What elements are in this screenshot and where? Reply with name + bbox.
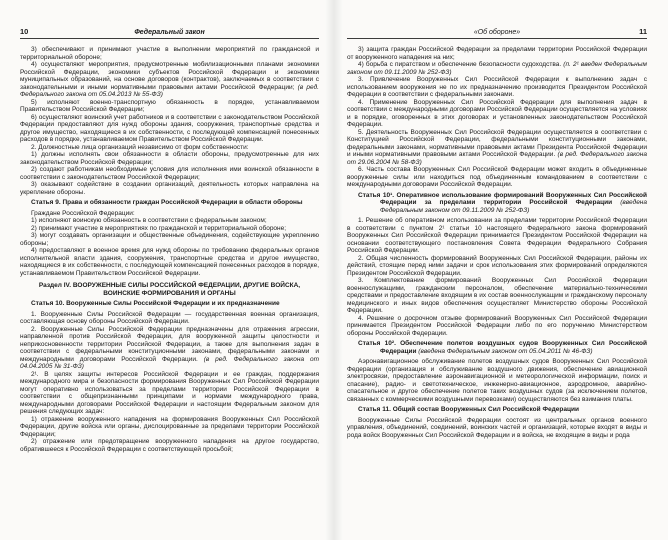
amendment-note: (введена Федеральным законом от 09.11.2009 № 252-ФЗ) <box>380 199 647 214</box>
paragraph: 3) могут создавать организации и общественные объединения, содействующие укреплению обороны; <box>20 232 319 247</box>
paragraph: 2) принимают участие в мероприятиях по гражданской и территориальной обороне; <box>31 224 287 232</box>
left-page-number: 10 <box>20 27 29 36</box>
paragraph: 2. Общая численность формирований Вооруженных Сил Российской Федерации, районы их действий, стоящие перед ними задачи и срок использования этих формирований определяются Президентом Российской Федерации. <box>347 254 647 277</box>
paragraph: 4) осуществляют мероприятия, предусмотренные мобилизационными планами экономики Российской Федерации, экономики субъектов Российской Федерации и экономики муниципальных образований, на основе договоров (контрактов), заключаемых в соответствии с законодательными и иными нормативными правовыми актами Российской Федерации; (в ред. Федерального закона от 05.04.2013 № 55-ФЗ) <box>20 61 319 98</box>
paragraph: 1) отражение вооруженного нападения на формирования Вооруженных Сил Российской Федерации, другие войска или органы, дислоцированные за пределами территории Российской Федерации; <box>20 415 319 438</box>
paragraph: 3. Привлечение Вооруженных Сил Российской Федерации к выполнению задач с использованием вооружения не по их предназначению производится Президентом Российской Федерации в соответствии с федеральными законами. <box>347 76 647 98</box>
paragraph: 3) защита граждан Российской Федерации за пределами территории Российской Федерации от вооруженного нападения на них; <box>347 46 647 61</box>
right-page-number: 11 <box>639 27 647 36</box>
paragraph: 3) оказывают содействие в создании организаций, деятельность которых направлена на укрепление обороны. <box>20 181 319 196</box>
article-heading: Статья 11. Общий состав Вооруженных Сил Российской Федерации <box>358 406 579 413</box>
amendment-note: (п. 2¹ введен Федеральным законом от 09.11.2009 № 252-ФЗ) <box>347 61 647 76</box>
amendment-note: (в ред. Федерального закона от 29.06.2004 № 58-ФЗ) <box>347 151 647 166</box>
paragraph: 1. Решение об оперативном использовании за пределами территории Российской Федерации в соответствии с пунктом 2¹ статьи 10 настоящего Федерального закона формирований Вооруженных Сил Российской Федерации принимается Президентом Российской Федерации на основании соответствующего постановления Совета Федерации Федерального Собрания Российской Федерации. <box>347 217 647 254</box>
paragraph: 2) создают работникам необходимые условия для исполнения ими воинской обязанности в соответствии с законодательством Российской Федерации; <box>20 166 319 181</box>
paragraph: 4) борьба с пиратством и обеспечение безопасности судоходства. (п. 2¹ введен Федеральным законом от 09.11.2009 № 252-ФЗ) <box>347 61 647 76</box>
paragraph: 4. Решение о досрочном отзыве формирований Вооруженных Сил Российской Федерации принимается Президентом Российской Федерации либо по его поручению Министерством обороны Российской Федерации. <box>347 314 647 337</box>
paragraph: Вооруженные Силы Российской Федерации состоят из центральных органов военного управления, объединений, соединений, воинских частей и организаций, которые входят в виды и рода войск Вооруженных Сил Российской Федерации и в войска, не входящие в виды и рода <box>347 416 647 439</box>
paragraph: 6. Часть состава Вооруженных Сил Российской Федерации может входить в объединенные вооруженные силы или находиться под объединенным командованием в соответствии с международными договорами Российской Федерации. <box>347 166 647 188</box>
amendment-note: (в ред. Федерального закона от 04.04.2005 № 31-ФЗ) <box>20 355 319 370</box>
paragraph: 3. Комплектование формирований Вооруженных Сил Российской Федерации военнослужащими, гражданским персоналом, обеспечение материально-техническими средствами и предоставление входящим в их состав военнослужащим и гражданскому персоналу медицинского и иных видов обеспечения осуществляет Министерство обороны Российской Федерации. <box>347 277 647 314</box>
right-running-header <box>347 27 647 39</box>
paragraph: 1) исполняют воинскую обязанность в соответствии с федеральным законом; <box>31 217 267 224</box>
paragraph: 2¹. В целях защиты интересов Российской Федерации и ее граждан, поддержания международного мира и безопасности формирования Вооруженных Сил Российской Федерации могут оперативно использоваться за пределами территории Российской Федерации в соответствии с общепризнанными принципами и нормами международного права, международными договорами Российской Федерации и настоящим Федеральным законом для решения следующих задач: <box>20 370 319 415</box>
amendment-note: (в ред. Федерального закона от 05.04.2013 № 55-ФЗ) <box>20 83 319 98</box>
paragraph: 2) отражение или предотвращение вооруженного нападения на другое государство, обратившееся к Российской Федерации с соответствующей просьбой; <box>20 438 319 453</box>
paragraph: 1) должны исполнять свои обязанности в области обороны, предусмотренные для них законодательством Российской Федерации; <box>20 151 319 166</box>
article-heading: Статья 10¹. Оперативное использование формирований Вооруженных Сил Российской Федерации за пределами территории Российской Федерации (введена Федеральным законом от 09.11.2009 № 252-ФЗ) <box>358 191 647 214</box>
paragraph: 1. Вооруженные Силы Российской Федерации — государственная военная организация, составляющая основу обороны Российской Федерации. <box>20 310 319 325</box>
right-running-title: «Об обороне» <box>473 29 521 36</box>
paragraph: 4) предоставляют в военное время для нужд обороны по требованию федеральных органов исполнительной власти здания, сооружения, транспортные средства и другое имущество, находящиеся в их собственности, с последующей компенсацией понесенных расходов в порядке, устанавливаемом Правительством Российской Федерации. <box>20 247 319 277</box>
article-heading: Статья 10. Вооруженные Силы Российской Федерации и их предназначение <box>31 300 280 307</box>
paragraph: 2. Должностные лица организаций независимо от форм собственности: <box>31 143 249 151</box>
paragraph: Аэронавигационное обслуживание полетов воздушных судов Вооруженных Сил Российской Федерации (организация и обслуживание воздушного движения, обеспечение авиационной электросвязи, предоставление аэронавигационной и метеорологической информации, поиск и спасание), радио- и светотехническое, инженерно-авиационное, аэродромное, аварийно-спасательное и другое обеспечение полетов таких воздушных судов (за исключением полетов, связанных с коммерческими воздушными перевозками) осуществляются без взимания платы. <box>347 358 647 403</box>
paragraph: 2. Вооруженные Силы Российской Федерации предназначены для отражения агрессии, направленной против Российской Федерации, для вооруженной защиты целостности и неприкосновенности территории Российской Федерации, а также для выполнения задач в соответствии с федеральными конституционными законами, федеральными законами и международными договорами Российской Федерации. (в ред. Федерального закона от 04.04.2005 № 31-ФЗ) <box>20 325 319 370</box>
paragraph: 3) обеспечивают и принимают участие в выполнении мероприятий по гражданской и территориальной обороне; <box>20 46 319 61</box>
paragraph: 5. Деятельность Вооруженных Сил Российской Федерации осуществляется в соответствии с Конституцией Российской Федерации, федеральными конституционными законами, федеральными законами, нормативными правовыми актами Президента Российской Федерации и иными нормативными правовыми актами Российской Федерации. (в ред. Федерального закона от 29.06.2004 № 58-ФЗ) <box>347 128 647 166</box>
paragraph: 4. Применение Вооруженных Сил Российской Федерации для выполнения задач в соответствии с международными договорами Российской Федерации осуществляется на условиях и в порядке, оговоренных в этих договорах и установленных законодательством Российской Федерации. <box>347 98 647 128</box>
article-heading: Статья 10². Обеспечение полетов воздушных судов Вооруженных Сил Российской Федерации (введена Федеральным законом от 05.04.2011 № 46-ФЗ) <box>358 340 647 355</box>
paragraph: 6) осуществляют воинский учет работников и в соответствии с законодательством Российской Федерации предоставляют для нужд обороны здания, сооружения, транспортные средства и другое имущество, находящиеся в их собственности, с последующей компенсацией понесенных расходов в порядке, устанавливаемом Правительством Российской Федерации. <box>20 113 319 143</box>
left-page-content <box>20 46 319 453</box>
paragraph: 5) исполняют военно-транспортную обязанность в порядке, устанавливаемом Правительством Российской Федерации; <box>20 98 319 113</box>
right-page-content <box>347 46 647 439</box>
paragraph: Граждане Российской Федерации: <box>31 209 135 217</box>
right-page <box>334 0 668 540</box>
amendment-note: (введена Федеральным законом от 05.04.2011 № 46-ФЗ) <box>416 347 593 355</box>
section-heading: Раздел IV. ВООРУЖЕННЫЕ СИЛЫ РОССИЙСКОЙ ФЕДЕРАЦИИ, ДРУГИЕ ВОЙСКА, ВОИНСКИЕ ФОРМИРОВАНИЯ И ОРГАНЫ <box>38 282 301 297</box>
article-heading: Статья 9. Права и обязанности граждан Российской Федерации в области обороны <box>31 199 303 206</box>
left-running-title: Федеральный закон <box>134 29 205 36</box>
left-running-header <box>20 27 319 39</box>
